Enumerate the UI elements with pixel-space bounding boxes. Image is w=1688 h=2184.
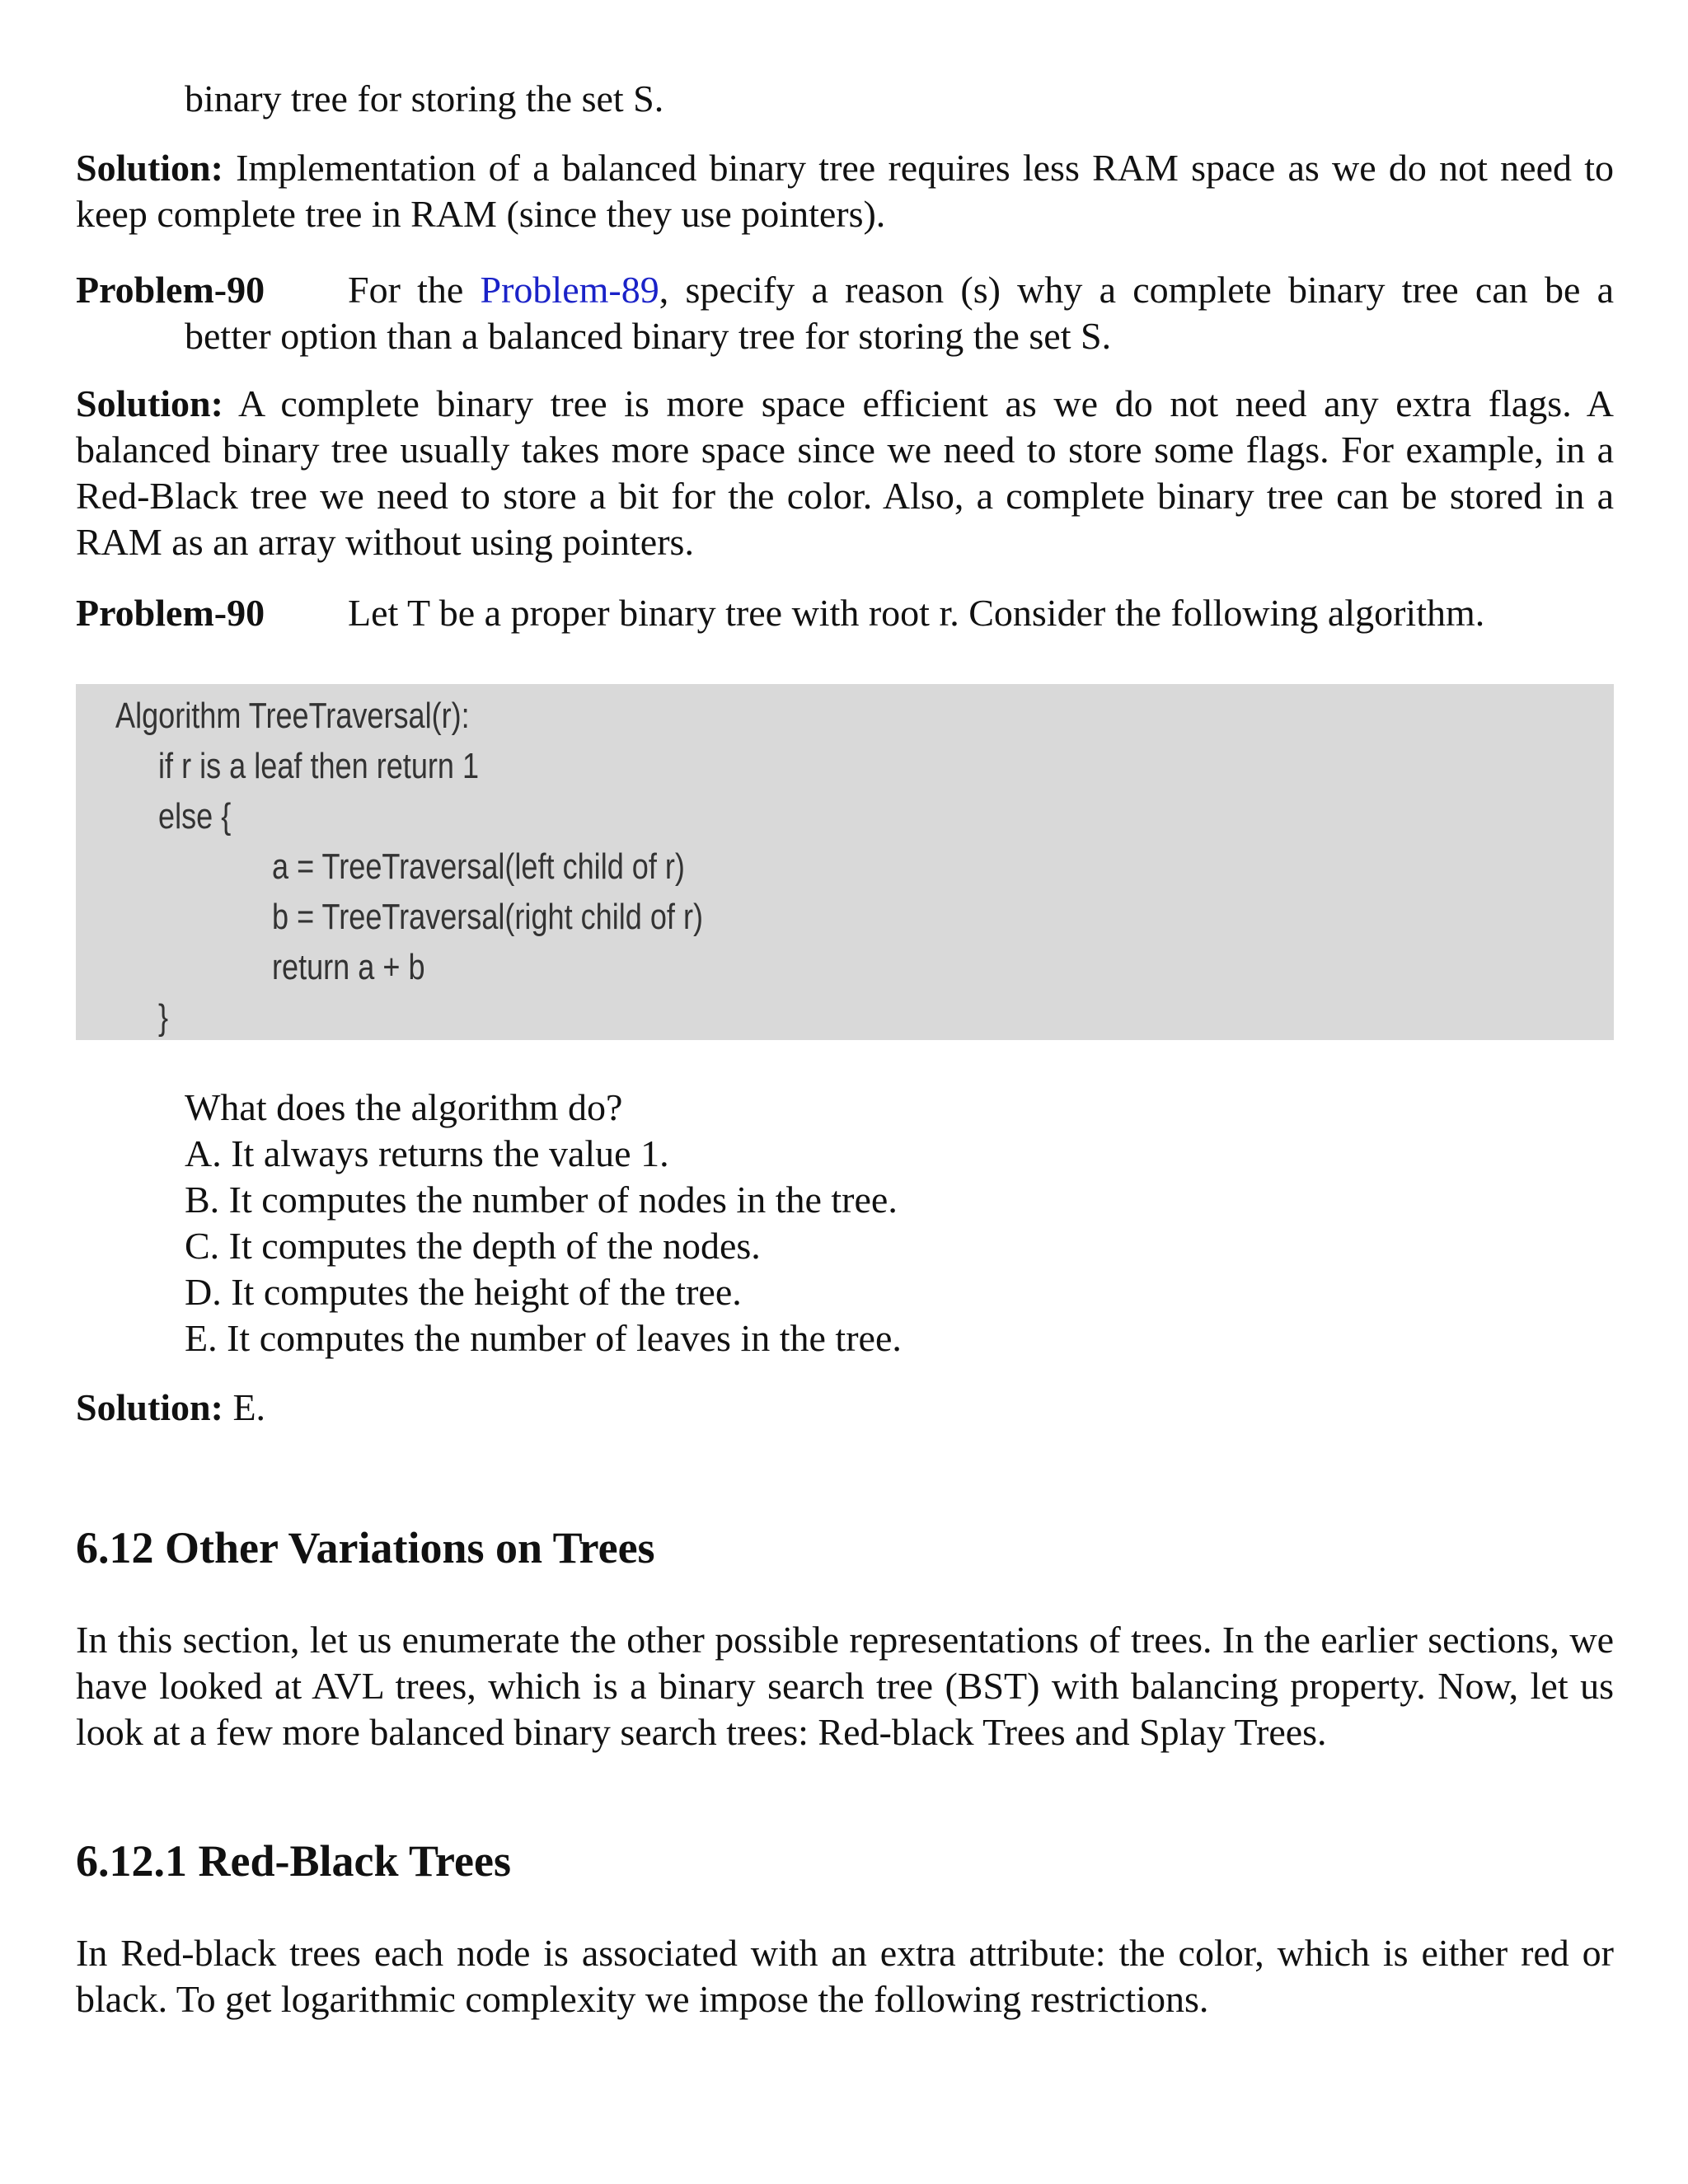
option-c: C. It computes the depth of the nodes. xyxy=(185,1225,761,1267)
solution-text-3: E. xyxy=(223,1386,266,1428)
problem-text-before-link: For the xyxy=(348,269,481,311)
solution-label: Solution: xyxy=(76,1386,223,1428)
code-block xyxy=(76,684,1614,1040)
option-a: A. It always returns the value 1. xyxy=(185,1132,669,1174)
problem-90-first-line xyxy=(76,267,1614,313)
problem-text-after-link: , specify a reason (s) why a complete binary tree can be a xyxy=(659,269,1614,311)
solution-text-2: A complete binary tree is more space efficient as we do not need any extra flags. A balanced binary tree usually takes more space since we need to store some flags. For example, in a Red-Black tree we need to store a bit for the color. Also, a complete binary tree can be stored in a RAM as an array without using pointers. xyxy=(76,382,1614,563)
solution-text-1: Implementation of a balanced binary tree requires less RAM space as we do not need to keep complete tree in RAM (since they use pointers). xyxy=(76,147,1614,235)
question-block xyxy=(185,1085,1614,1361)
code-line-3: else { xyxy=(158,796,232,837)
solution-paragraph-3 xyxy=(76,1385,1614,1431)
solution-label: Solution: xyxy=(76,147,223,189)
solution-paragraph-1 xyxy=(76,145,1614,237)
section-heading-6-12: 6.12 Other Variations on Trees xyxy=(76,1523,655,1572)
code-line-2: if r is a leaf then return 1 xyxy=(158,746,480,786)
option-e: E. It computes the number of leaves in the tree. xyxy=(185,1317,902,1359)
problem-label: Problem-90 xyxy=(76,592,265,634)
code-line-6: return a + b xyxy=(272,947,425,987)
section-6-12-1-body: In Red-black trees each node is associated with an extra attribute: the color, which is either red or black. To get logarithmic complexity we impose the following restrictions. xyxy=(76,1932,1614,2020)
problem-90-second xyxy=(76,590,1614,636)
code-line-4: a = TreeTraversal(left child of r) xyxy=(272,846,685,887)
question-prompt: What does the algorithm do? xyxy=(185,1086,623,1128)
continuation-text: binary tree for storing the set S. xyxy=(185,77,664,120)
code-line-7: } xyxy=(158,997,169,1038)
problem-90-first xyxy=(76,267,1614,359)
solution-paragraph-2 xyxy=(76,381,1614,565)
code-line-5: b = TreeTraversal(right child of r) xyxy=(272,897,704,937)
option-d: D. It computes the height of the tree. xyxy=(185,1271,742,1313)
problem-89-link[interactable]: Problem-89 xyxy=(480,269,659,311)
code-line-1: Algorithm TreeTraversal(r): xyxy=(115,696,470,736)
section-6-12-body: In this section, let us enumerate the other possible representations of trees. In the earlier sections, we have looked at AVL trees, which is a binary search tree (BST) with balancing property. Now, let us look at a few more balanced binary search trees: Red-black Trees and Splay Trees. xyxy=(76,1619,1614,1753)
problem-90-second-line: better option than a balanced binary tree for storing the set S. xyxy=(185,315,1112,357)
problem-statement: Let T be a proper binary tree with root r. Consider the following algorithm. xyxy=(348,592,1485,634)
section-heading-6-12-1: 6.12.1 Red-Black Trees xyxy=(76,1836,511,1886)
problem-label: Problem-90 xyxy=(76,269,265,311)
option-b: B. It computes the number of nodes in the tree. xyxy=(185,1179,898,1221)
solution-label: Solution: xyxy=(76,382,223,424)
